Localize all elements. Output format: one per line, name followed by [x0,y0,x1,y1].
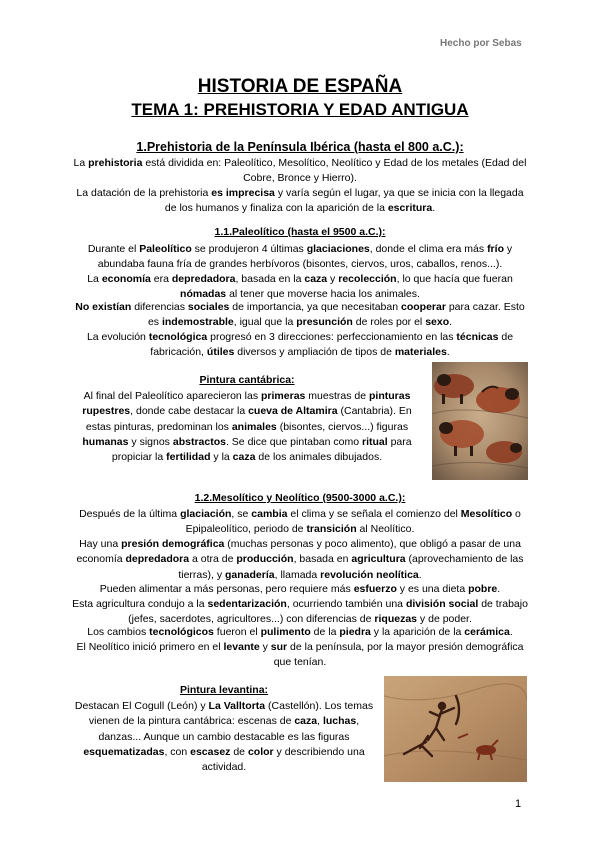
bold-term: tecnológicos [149,626,214,638]
bold-term: sociales [187,301,230,313]
section-1-1-paragraph-3 [72,300,528,331]
text-run: Pueden alimentar a más personas, pero requiere más [99,583,354,595]
bold-term: glaciaciones [306,243,370,255]
bold-term: caza [294,715,318,728]
section-1-2-paragraph-2 [72,537,528,583]
levantina-paragraph [74,699,374,775]
text-run: (aprovechamiento de las tierras), y [178,553,524,581]
text-run: (Castellón). Los temas vienen de la pintura cantábrica: escenas de [88,700,374,728]
bold-term: escritura [387,202,433,215]
bold-term: esfuerzo [353,583,397,595]
cantabrica-paragraph [74,389,420,465]
bold-term: levante [223,641,260,653]
bold-term: Paleolítico [139,243,192,255]
text-run: de fabricación, [150,331,514,359]
section-1-2-heading: 1.2.Mesolítico y Neolítico (9500-3000 a.C.): [194,492,406,504]
text-run: , [317,715,323,728]
section-1-1-paragraph-4 [72,330,528,361]
text-run: o Epipaleolítico, periodo de [185,508,521,536]
bold-term: humanas [82,435,129,448]
bold-term: recolección [338,273,397,285]
text-run: muestras de [305,390,369,402]
bold-term: caza [232,451,256,464]
section-1-2-paragraph-1 [72,507,528,538]
bold-term: esquematizadas [83,745,165,758]
text-run: , ocurriendo también una [286,598,406,610]
text-run: de [230,745,248,758]
section-1-heading: 1.Prehistoria de la Península Ibérica (hasta el 800 a.C.): [136,140,464,154]
section-1-2-paragraph-5 [72,625,528,640]
text-run: Al final del Paleolítico aparecieron las [83,390,262,402]
text-run: y [259,641,271,653]
text-run: Destacan El Cogull (León) y [74,700,209,712]
bold-term: La Valltorta [208,700,266,712]
bold-term: fertilidad [166,451,211,464]
bold-term: útiles [206,346,235,359]
bold-term: depredadora [125,553,190,566]
text-run: era [150,273,172,285]
text-run: . [509,626,513,638]
bold-term: cambia [251,508,288,520]
text-run: de importancia, ya que necesitaban [229,301,401,313]
bold-term: cooperar [400,301,446,313]
section-1-2-paragraph-3 [72,582,528,597]
bold-term: presión demográfica [121,538,225,550]
bold-term: pobre [468,583,498,595]
bold-term: materiales [394,346,447,359]
bold-term: sur [270,641,288,653]
text-run: , igual que la [233,316,297,329]
bold-term: ganadería [225,568,275,581]
bold-term: luchas [322,715,357,728]
text-run: a otra de [189,553,237,566]
text-run: . [449,316,453,329]
text-run: La [73,157,89,169]
bold-term: división social [405,598,479,610]
bold-term: tecnológica [148,331,208,343]
text-run: Hay una [79,538,122,550]
text-run: , danzas... Aunque un cambio destacable es las figuras [98,715,360,743]
text-run: . [418,568,422,581]
text-run: , basada en la [235,273,305,285]
section-1-paragraph-2 [70,186,530,217]
bold-term: piedra [339,626,371,638]
text-run: , donde el clima era más [369,243,488,255]
text-run: El Neolítico inició primero en el [76,641,224,653]
bold-term: técnicas [456,331,499,343]
page-subtitle: TEMA 1: PREHISTORIA Y EDAD ANTIGUA [131,100,469,119]
bold-term: pulimento [260,626,311,638]
text-run: , con [164,745,191,758]
bold-term: transición [306,523,357,536]
text-run: , donde cabe destacar la [130,405,249,418]
text-run: La datación de la prehistoria [76,187,212,199]
bold-term: pinturas rupestres [82,390,411,418]
text-run: y signos [128,435,173,448]
text-run: y la aparición de la [370,626,465,638]
text-run: . [446,346,450,359]
bold-term: caza [304,273,328,285]
bold-term: riquezas [374,613,418,626]
text-run: y de poder. [417,613,472,626]
text-run: para propiciar la [111,435,412,464]
text-run: diversos y ampliación de tipos de [234,346,395,359]
section-1-2-paragraph-6 [72,640,528,671]
text-run: Esta agricultura condujo a la [72,598,208,610]
text-run: de trabajo (jefes, sacerdotes, agricultores...) con diferencias de [128,598,528,626]
bold-term: Mesolítico [460,508,513,520]
text-run: y varía según el lugar, ya que se inicia con la llegada de los humanos y finaliza con la aparición de la [164,187,524,215]
bold-term: economía [101,273,151,285]
text-run: el clima y se señala el comienzo del [287,508,461,520]
text-run: Después de la última [79,508,181,520]
section-1-1-paragraph-1 [72,242,528,273]
section-1-1-paragraph-2 [72,272,528,303]
text-run: (Cantabria). En estas pinturas, predominan los [85,405,412,433]
bold-term: primeras [261,390,306,402]
page-number: 1 [515,798,522,810]
text-run: fueron el [213,626,261,638]
bold-term: es imprecisa [211,187,275,199]
bold-term: frío [487,243,504,255]
text-run: , se [231,508,252,520]
altamira-bison-image [432,362,528,480]
bold-term: escasez [190,745,231,758]
bold-term: No existían [75,301,132,313]
section-1-2-paragraph-4 [72,597,528,628]
text-run: de la [310,626,340,638]
bold-term: indemostrable [161,316,234,329]
text-run: de la península, por la mayor presión demográfica que tenían. [273,641,524,669]
bold-term: depredadora [171,273,236,285]
text-run: (muchas personas y poco alimento), que obligó a pasar de una economía [76,538,521,566]
text-run: (bisontes, ciervos...) figuras [276,420,409,433]
text-run: , lo que hacía que fueran [396,273,513,285]
text-run: de roles por el [352,316,426,329]
section-1-1-heading: 1.1.Paleolítico (hasta el 9500 a.C.): [214,226,386,238]
text-run: , basada en [293,553,352,566]
text-run: y describiendo una actividad. [201,745,365,774]
text-run: Los cambios [87,626,150,638]
text-run: diferencias [131,301,188,313]
bold-term: sedentarización [207,598,287,610]
bold-term: agricultura [351,553,406,566]
bold-term: cueva de Altamira [248,405,338,418]
levantine-hunting-scene-image [384,676,527,782]
bold-term: nómadas [180,288,227,301]
bold-term: producción [236,553,294,566]
bold-term: abstractos [172,435,226,448]
text-run: y la [210,451,233,464]
text-run: . [497,583,501,595]
text-run: de los animales dibujados. [255,451,383,464]
page-title: HISTORIA DE ESPAÑA [197,76,403,97]
text-run: está dividida en: Paleolítico, Mesolítico, Neolítico y Edad de los metales (Edad del Cobre, Bronce y Hierro). [142,157,527,185]
bold-term: cerámica [464,626,510,638]
bold-term: sexo [425,316,450,329]
text-run: al Neolítico. [356,523,415,536]
bold-term: presunción [296,316,353,329]
text-run: y [327,273,339,285]
text-run: . [432,202,436,215]
text-run: , llamada [274,568,321,581]
bold-term: ritual [361,435,388,448]
text-run: progresó en 3 direcciones: perfeccionamiento en las [207,331,457,343]
text-run: . Se dice que pintaban como [225,435,362,448]
text-run: La [87,273,102,285]
bold-term: prehistoria [88,157,143,169]
text-run: Durante el [87,243,140,255]
text-run: y abundaba fauna fría de grandes herbívoros (bisontes, ciervos, uros, caballos, renos...). [97,243,513,271]
bold-term: revolución neolítica [320,568,419,581]
levantina-heading: Pintura levantina: [179,684,269,696]
text-run: y es una dieta [396,583,469,595]
bold-term: color [247,745,274,758]
text-run: La evolución [86,331,149,343]
cantabrica-heading: Pintura cantábrica: [199,374,295,386]
section-1-paragraph-1 [70,156,530,187]
bold-term: animales [231,420,277,433]
text-run: al tener que moverse hacia los animales. [226,288,420,301]
author-label: Hecho por Sebas [440,38,522,49]
text-run: se produjeron 4 últimas [191,243,307,255]
text-run: para cazar. Esto es [147,301,525,329]
bold-term: glaciación [180,508,232,520]
